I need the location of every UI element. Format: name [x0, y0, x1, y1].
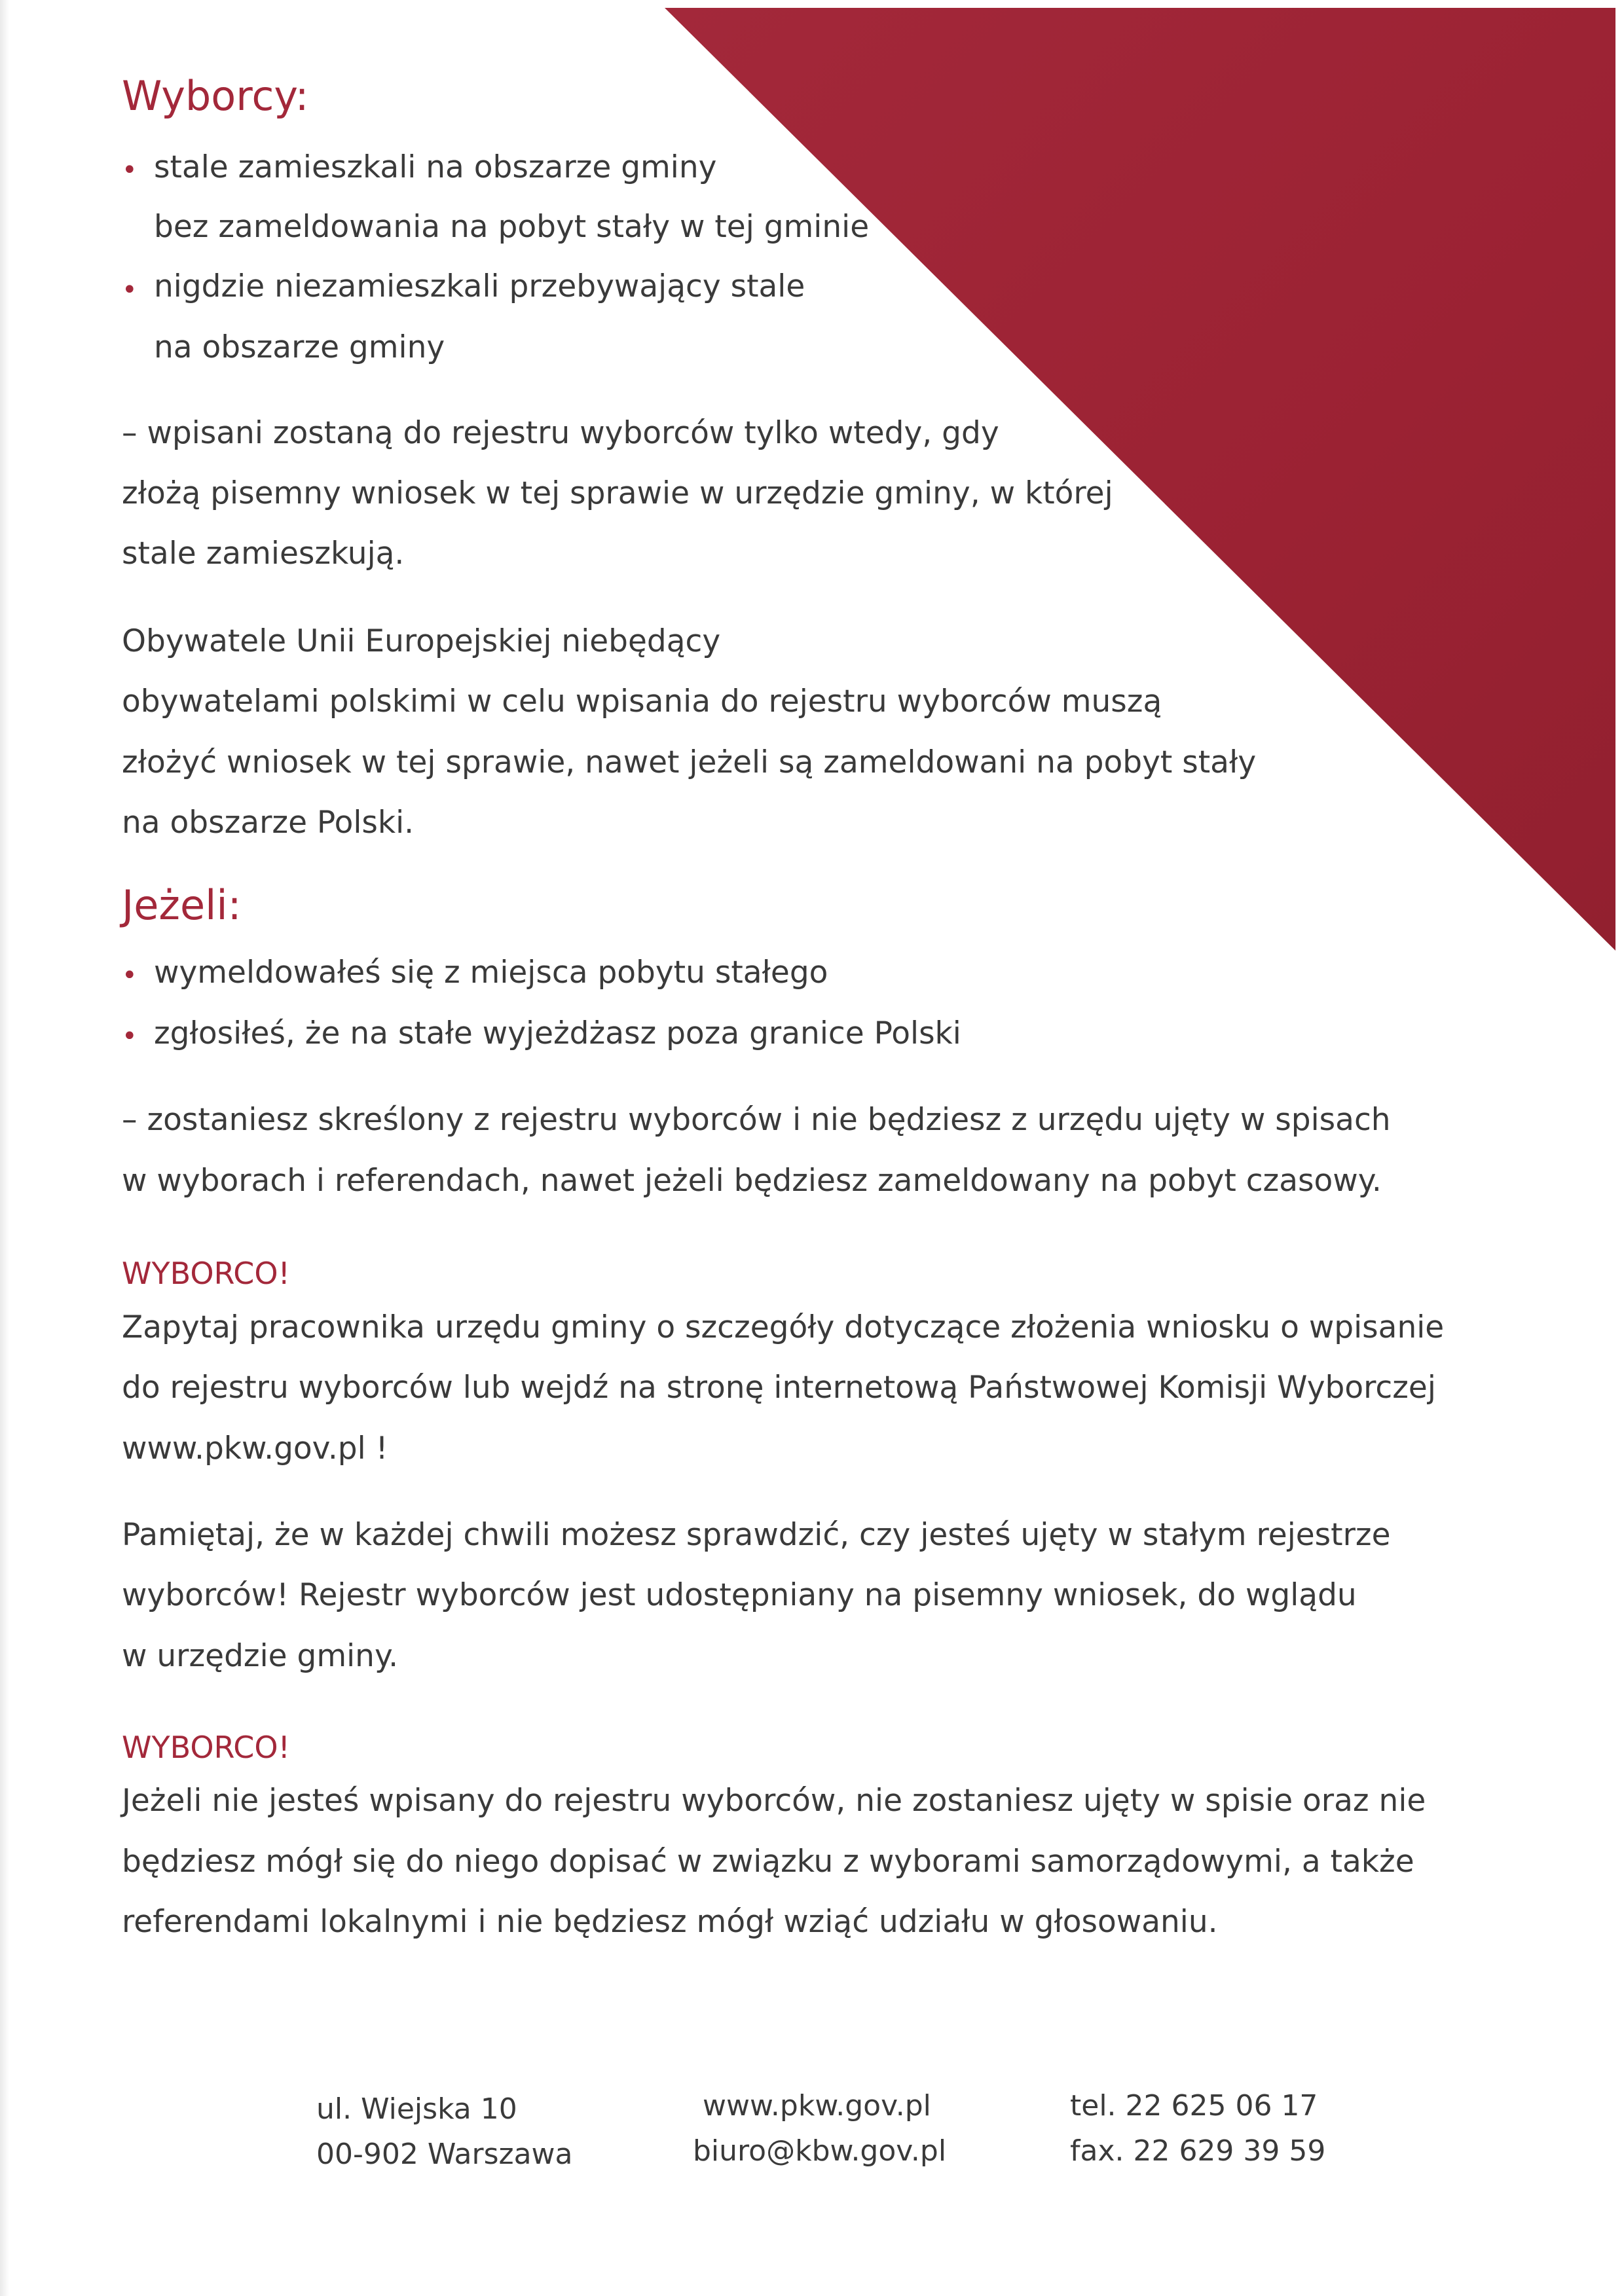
bullet-marker: •	[122, 275, 138, 305]
notice-1-line-2: do rejestru wyborców lub wejdź na stronę internetową Państwowej Komisji Wyborczej	[122, 1370, 1436, 1406]
heading-jezeli: Jeżeli:	[122, 881, 242, 929]
paragraph-1-line-1: – wpisani zostaną do rejestru wyborców tylko wtedy, gdy	[122, 415, 999, 451]
paragraph-2-line-1: Obywatele Unii Europejskiej niebędący	[122, 623, 721, 659]
paragraph-2-line-4: na obszarze Polski.	[122, 805, 415, 841]
paragraph-2-line-2: obywatelami polskimi w celu wpisania do rejestru wyborców muszą	[122, 683, 1162, 720]
reminder-line-3: w urzędzie gminy.	[122, 1638, 399, 1674]
bullet-1-line-2: bez zameldowania na pobyt stały w tej gminie	[154, 209, 870, 245]
notice-2-line-3: referendami lokalnymi i nie będziesz mógł wziąć udziału w głosowaniu.	[122, 1904, 1218, 1940]
bullet-1-line-1: stale zamieszkali na obszarze gminy	[154, 149, 717, 185]
paragraph-2-line-3: złożyć wniosek w tej sprawie, nawet jeżeli są zameldowani na pobyt stały	[122, 744, 1257, 780]
footer-address-city: 00-902 Warszawa	[316, 2138, 573, 2171]
footer-website: www.pkw.gov.pl	[703, 2089, 931, 2123]
notice-2-line-2: będziesz mógł się do niego dopisać w związku z wyborami samorządowymi, a także	[122, 1844, 1414, 1880]
bullet-marker: •	[122, 155, 138, 185]
jezeli-bullet-2: zgłosiłeś, że na stałe wyjeżdżasz poza granice Polski	[154, 1015, 961, 1051]
jezeli-paragraph-line-1: – zostaniesz skreślony z rejestru wyborców i nie będziesz z urzędu ujęty w spisach	[122, 1102, 1391, 1138]
bullet-marker: •	[122, 1021, 138, 1051]
notice-1-line-3-link: www.pkw.gov.pl !	[122, 1430, 388, 1467]
footer-phone: tel. 22 625 06 17	[1070, 2089, 1318, 2123]
reminder-line-1: Pamiętaj, że w każdej chwili możesz sprawdzić, czy jesteś ujęty w stałym rejestrze	[122, 1517, 1391, 1553]
bullet-2-line-2: na obszarze gminy	[154, 329, 445, 365]
notice-1-label: WYBORCO!	[122, 1256, 290, 1291]
paragraph-1-line-2: złożą pisemny wniosek w tej sprawie w urzędzie gminy, w której	[122, 475, 1113, 511]
bullet-marker: •	[122, 960, 138, 991]
heading-wyborcy: Wyborcy:	[122, 72, 309, 120]
jezeli-bullet-1: wymeldowałeś się z miejsca pobytu stałego	[154, 955, 828, 991]
jezeli-paragraph-line-2: w wyborach i referendach, nawet jeżeli będziesz zameldowany na pobyt czasowy.	[122, 1163, 1382, 1199]
notice-2-line-1: Jeżeli nie jesteś wpisany do rejestru wyborców, nie zostaniesz ujęty w spisie oraz nie	[122, 1783, 1426, 1819]
footer-address-street: ul. Wiejska 10	[316, 2092, 517, 2126]
reminder-line-2: wyborców! Rejestr wyborców jest udostępniany na pisemny wniosek, do wglądu	[122, 1577, 1357, 1613]
footer-fax: fax. 22 629 39 59	[1070, 2134, 1326, 2168]
paragraph-1-line-3: stale zamieszkują.	[122, 536, 405, 572]
bullet-2-line-1: nigdzie niezamieszkali przebywający stale	[154, 268, 805, 304]
footer-email: biuro@kbw.gov.pl	[693, 2134, 947, 2168]
notice-2-label: WYBORCO!	[122, 1730, 290, 1765]
notice-1-line-1: Zapytaj pracownika urzędu gminy o szczegóły dotyczące złożenia wniosku o wpisanie	[122, 1309, 1445, 1345]
